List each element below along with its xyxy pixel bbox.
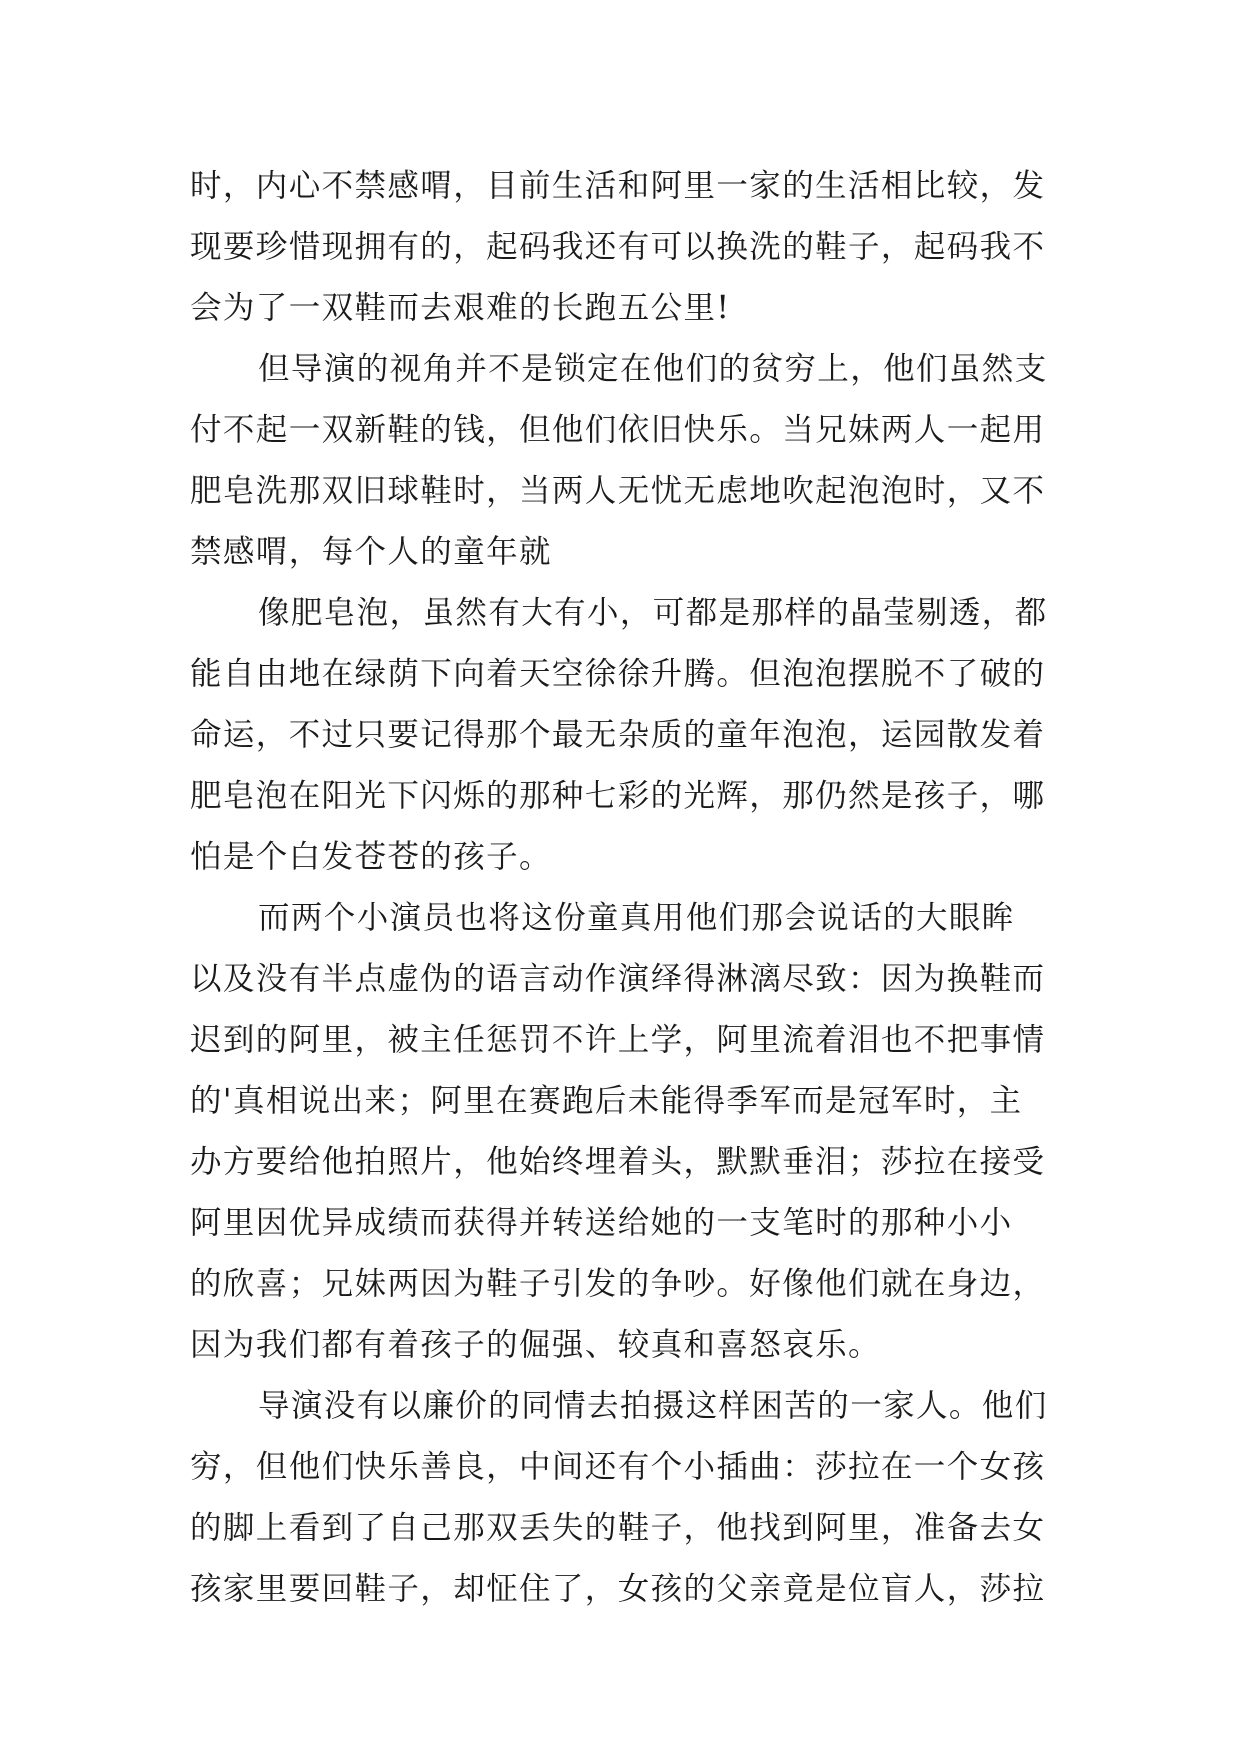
text-line: 因为我们都有着孩子的倔强、较真和喜怒哀乐。 [190, 1327, 881, 1363]
paragraph-first-line: 像肥皂泡，虽然有大有小，可都是那样的晶莹剔透，都 [258, 595, 1048, 631]
text-line: 阿里因优异成绩而获得并转送给她的一支笔时的那种小小 [190, 1205, 1013, 1241]
text-line: 孩家里要回鞋子，却怔住了，女孩的父亲竟是位盲人，莎拉 [190, 1571, 1046, 1607]
text-line: 的脚上看到了自己那双丢失的鞋子，他找到阿里，准备去女 [190, 1510, 1046, 1546]
text-line: 办方要给他拍照片，他始终埋着头，默默垂泪；莎拉在接受 [190, 1144, 1046, 1180]
text-line: 现要珍惜现拥有的，起码我还有可以换洗的鞋子，起码我不 [190, 229, 1046, 265]
text-line: 的'真相说出来；阿里在赛跑后未能得季军而是冠军时，主 [190, 1083, 1023, 1119]
text-line: 时，内心不禁感喟，目前生活和阿里一家的生活相比较，发 [190, 168, 1046, 204]
body-text [190, 156, 1050, 1620]
text-line: 禁感喟，每个人的童年就 [190, 534, 552, 570]
text-line: 命运，不过只要记得那个最无杂质的童年泡泡，运园散发着 [190, 717, 1046, 753]
text-line: 能自由地在绿荫下向着天空徐徐升腾。但泡泡摆脱不了破的 [190, 656, 1046, 692]
text-line: 肥皂泡在阳光下闪烁的那种七彩的光辉，那仍然是孩子，哪 [190, 778, 1046, 814]
text-line: 以及没有半点虚伪的语言动作演绎得淋漓尽致：因为换鞋而 [190, 961, 1046, 997]
text-line: 肥皂洗那双旧球鞋时，当两人无忧无虑地吹起泡泡时，又不 [190, 473, 1046, 509]
text-line: 的欣喜；兄妹两因为鞋子引发的争吵。好像他们就在身边， [190, 1266, 1046, 1302]
paragraph-first-line: 而两个小演员也将这份童真用他们那会说话的大眼眸 [258, 900, 1015, 936]
text-line: 穷，但他们快乐善良，中间还有个小插曲：莎拉在一个女孩 [190, 1449, 1046, 1485]
text-line: 怕是个白发苍苍的孩子。 [190, 839, 552, 875]
paragraph-first-line: 导演没有以廉价的同情去拍摄这样困苦的一家人。他们 [258, 1388, 1048, 1424]
text-line: 付不起一双新鞋的钱，但他们依旧快乐。当兄妹两人一起用 [190, 412, 1046, 448]
text-line: 迟到的阿里，被主任惩罚不许上学，阿里流着泪也不把事情 [190, 1022, 1046, 1058]
paragraph-first-line: 但导演的视角并不是锁定在他们的贫穷上，他们虽然支 [258, 351, 1048, 387]
text-line: 会为了一双鞋而去艰难的长跑五公里! [190, 290, 731, 326]
